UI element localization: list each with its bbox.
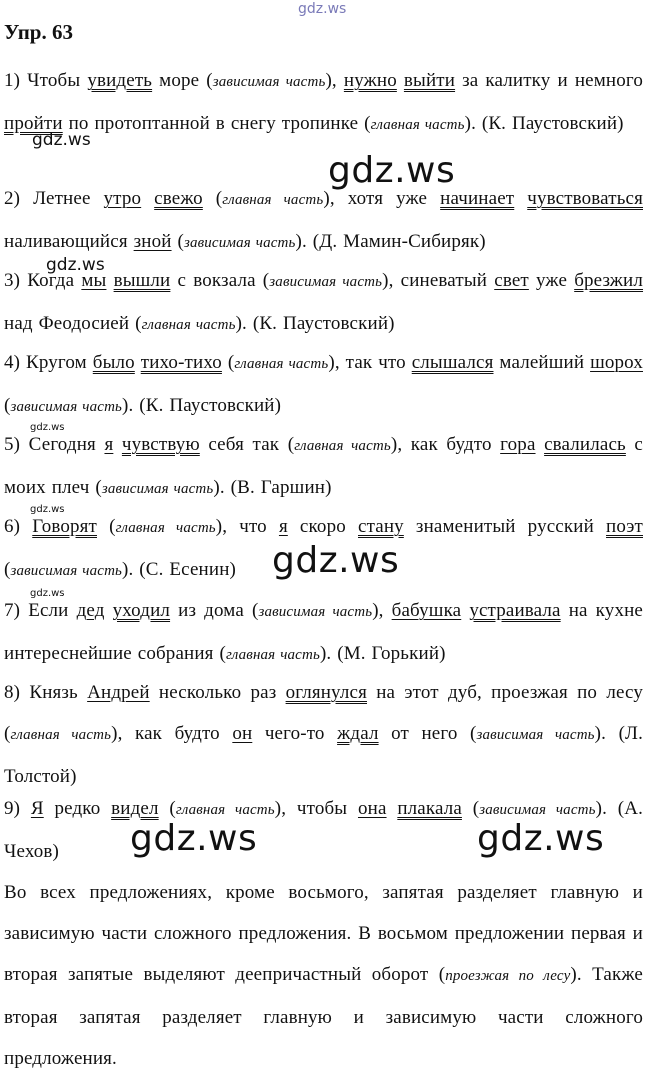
sentence-7: 7) Если дед уходил из дома (зависимая часть), бабушка устраивала на кухне интереснейшие собрания (главная часть). (М. Горький) [4,600,643,664]
site-watermark: gdz.ws [30,588,65,599]
site-watermark-large: gdz.ws [130,818,258,859]
sentence-2: 2) Летнее утро свежо (главная часть), хотя уже начинает чувствоваться наливающийся зной (зависимая часть). (Д. Мамин-Сибиряк) [4,188,643,252]
site-watermark-large: gdz.ws [477,818,605,859]
sentence-1: 1) Чтобы увидеть море (зависимая часть), нужно выйти за калитку и немного пройти по протоптанной в снегу тропинке (главная часть). (К. Паустовский) [4,70,644,134]
sentence-3: 3) Когда мы вышли с вокзала (зависимая часть), синеватый свет уже брезжил над Феодосией (главная часть). (К. Паустовский) [4,270,644,334]
site-watermark: gdz.ws [46,255,105,275]
exercise-title: Упр. 63 [4,20,73,44]
sentence-6: 6) Говорят (главная часть), что я скоро стану знаменитый русский поэт (зависимая часть). (С. Есенин) [4,516,643,580]
conclusion-paragraph: Во всех предложениях, кроме восьмого, запятая разделяет главную и зависимую части сложного предложения. В восьмом предложении первая и вторая запятые выделяют деепричастный оборот (проезжая по лесу). Также вторая запятая разделяет главную и зависимую части сложного предложения. [4,882,643,1069]
sentence-8: 8) Князь Андрей несколько раз оглянулся на этот дуб, проезжая по лесу (главная часть), как будто он чего-то ждал от него (зависимая часть). (Л. Толстой) [4,682,643,787]
site-watermark: gdz.ws [32,130,91,150]
site-watermark-top: gdz.ws [298,1,347,17]
site-watermark-large: gdz.ws [328,150,456,191]
site-watermark: gdz.ws [30,504,65,515]
site-watermark: gdz.ws [30,422,65,433]
sentence-4: 4) Кругом было тихо-тихо (главная часть), так что слышался малейший шорох (зависимая часть). (К. Паустовский) [4,352,643,416]
sentence-5: 5) Сегодня я чувствую себя так (главная часть), как будто гора свалилась с моих плеч (зависимая часть). (В. Гаршин) [4,434,644,498]
site-watermark-large: gdz.ws [272,540,400,581]
sentence-9: 9) Я редко видел (главная часть), чтобы она плакала (зависимая часть). (А. Чехов) [4,798,644,862]
